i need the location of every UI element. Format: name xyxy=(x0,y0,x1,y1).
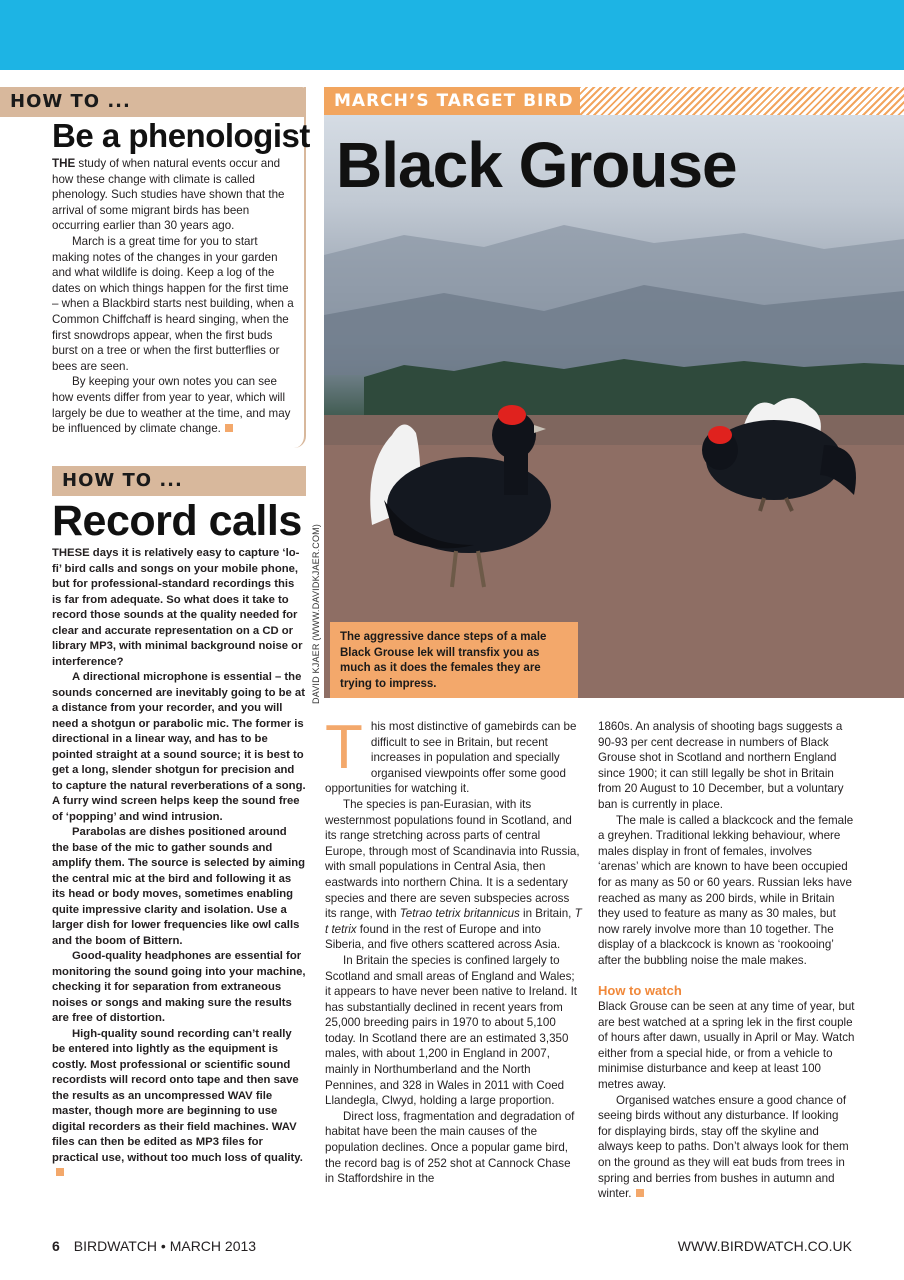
end-square-icon xyxy=(56,1168,64,1176)
article-paragraph: his most distinctive of gamebirds can be difficult to see in Britain, but recent increases in population and specially organised viewpoints offer some good opportunities for watching it. xyxy=(325,720,577,796)
end-square-icon xyxy=(225,424,233,432)
phenologist-lead-word: THE xyxy=(52,157,76,170)
target-bird-band xyxy=(324,87,904,115)
article-paragraph: Direct loss, fragmentation and degradation of habitat have been the main causes of the population declines. Once a popular game bird, the record bag is of 252 shot at Cannock Chase in Staffordshire in the xyxy=(325,1109,575,1186)
phenologist-paragraph: By keeping your own notes you can see how events differ from year to year, which will largely be due to weather at the time, and may be influenced by climate change. xyxy=(52,375,291,436)
issue-label: BIRDWATCH • MARCH 2013 xyxy=(73,1238,257,1254)
record-calls-paragraph: THESE days it is relatively easy to capture ‘lo-fi’ bird calls and songs on your mobile phone, but for professional-standard recordings this is far from adequate. So what does it take to record those sounds at the quality needed for clear and accurate representation on a CD or library MP3, with minimal background noise or interference? xyxy=(52,547,303,668)
phenologist-paragraph: study of when natural events occur and how these change with climate is called phenology. Such studies have shown that the arrival of some migrant birds has been occurring earlier than 30 years ago. xyxy=(52,157,285,233)
black-grouse-illustration xyxy=(324,115,904,698)
article-paragraph: 1860s. An analysis of shooting bags suggests a 90-93 per cent decrease in numbers of Black Grouse shot in Scotland and northern England since 1900; it can still legally be shot in Britain from 20 August to 10 December, but a voluntary ban is currently in place. xyxy=(598,720,844,811)
article-column-1 xyxy=(325,713,582,1187)
photo-credit: DAVID KJAER (WWW.DAVIDKJAER.COM) xyxy=(311,523,321,704)
footer-left xyxy=(52,1238,256,1254)
black-grouse-photo xyxy=(324,115,904,698)
phenologist-title: Be a phenologist xyxy=(52,117,310,154)
how-to-watch-subhead: How to watch xyxy=(598,982,682,998)
record-calls-kicker-band xyxy=(52,466,306,496)
record-calls-kicker: HOW TO ... xyxy=(62,470,183,491)
target-bird-kicker: MARCH’S TARGET BIRD xyxy=(324,87,580,115)
phenologist-paragraph: March is a great time for you to start making notes of the changes in your garden and what wildlife is doing. Keep a log of the dates on which things happen for the first time – when a Blackbird starts nest building, when a Common Chiffchaff is heard singing, when the first snowdrops appear, when the first buds burst on a tree or when the first butterflies or bees are seen. xyxy=(52,234,294,373)
record-calls-paragraph: Good-quality headphones are essential for monitoring the sound going into your machine, checking it for separation from extraneous noises or songs and making sure the results are free of distortion. xyxy=(52,950,306,1024)
record-calls-paragraph: A directional microphone is essential – the sounds concerned are inevitably going to be at a distance from your recorder, and you will need a shotgun or parabolic mic. The former is directional in a linear way, and has to be pointed straight at a sound source; it is best to get a long, slender shotgun for precision and to capture the natural reverberations of a song. A furry wind screen helps keep the sound free of ‘popping’ and wind intrusion. xyxy=(52,671,306,823)
species-title: Black Grouse xyxy=(336,129,737,201)
end-square-icon xyxy=(636,1189,644,1197)
page-number: 6 xyxy=(52,1238,60,1254)
article-paragraph: Organised watches ensure a good chance of seeing birds without any disturbance. If looking for displaying birds, stay off the skyline and always keep to paths. Don’t always look for them on the ground as they will eat buds from trees in spring and berries from bushes in autumn and winter. xyxy=(598,1093,849,1201)
record-calls-title: Record calls xyxy=(52,497,302,545)
drop-cap: T xyxy=(325,713,363,782)
record-calls-paragraph: High-quality sound recording can’t really be entered into lightly as the equipment is costly. Most professional or scientific sound recordists will record onto tape and then save the results as an uncompressed WAV file master, though more are beginning to use digital recorders as their field machines. WAV files can then be edited as MP3 files for practical use, without too much loss of quality. xyxy=(52,1027,303,1164)
article-text-run: found in the rest of Europe and into Siberia, and five others scattered across Asia. xyxy=(325,922,561,952)
photo-caption: The aggressive dance steps of a male Black Grouse lek will transfix you as much as it does the females they are trying to impress. xyxy=(330,622,578,698)
article-text-run: in Britain, xyxy=(519,907,575,921)
footer-website: WWW.BIRDWATCH.CO.UK xyxy=(677,1238,852,1254)
top-color-bar xyxy=(0,0,904,70)
article-paragraph: In Britain the species is confined largely to Scotland and small areas of England and Wales; it appears to have never been native to Ireland. It has substantially declined in recent years from 25,000 breeding pairs in 1970 to about 5,100 today. In Scotland there are an estimated 3,350 males, with about 1,200 in England in 2007, mainly in Northumberland and the North Pennines, and 328 in Wales in 2011 with Coed Llandegla, Clwyd, holding a large proportion. xyxy=(325,953,578,1108)
subspecies-name-italic: T t tetrix xyxy=(325,907,582,936)
phenologist-kicker: HOW TO ... xyxy=(10,91,131,112)
record-calls-paragraph: Parabolas are dishes positioned around the base of the mic to gather sounds and amplify them. The source is selected by aiming the central mic at the bird and following it as its head or body moves, sometimes enabling quite impressive clarity and isolation. Use a larger dish for lower frequencies like owl calls and the boom of Bittern. xyxy=(52,826,306,947)
article-paragraph: The species is pan-Eurasian, with its westernmost populations found in Scotland, and its range stretching across parts of central Europe, through most of Scandinavia into Russia, with small populations in Central Asia, then eastwards into northern China. It is a sedentary species and there are seven subspecies across its range, with xyxy=(325,797,580,921)
phenologist-kicker-band xyxy=(0,87,306,117)
article-paragraph: The male is called a blackcock and the female a greyhen. Traditional lekking behaviour, where males display in front of females, involves ‘arenas’ which are known to have been occupied for as many as 50 or 60 years. Russian leks have reached as many as 200 birds, while in Britain they used to feature as many as 30 males, but now rarely involve more than 10 together. The display of a blackcock is known as ‘rookooing’ after the bubbling noise the male makes. xyxy=(598,813,854,967)
article-column-2 xyxy=(598,719,855,1202)
phenologist-body xyxy=(52,156,297,437)
article-paragraph: Black Grouse can be seen at any time of year, but are best watched at a spring lek in the first couple of hours after dawn, usually in April or May. Watch either from a special hide, or from a vehicle to minimise disturbance and keep at least 100 metres away. xyxy=(598,1000,855,1092)
species-name-italic: Tetrao tetrix britannicus xyxy=(399,907,520,921)
record-calls-body xyxy=(52,546,306,1182)
